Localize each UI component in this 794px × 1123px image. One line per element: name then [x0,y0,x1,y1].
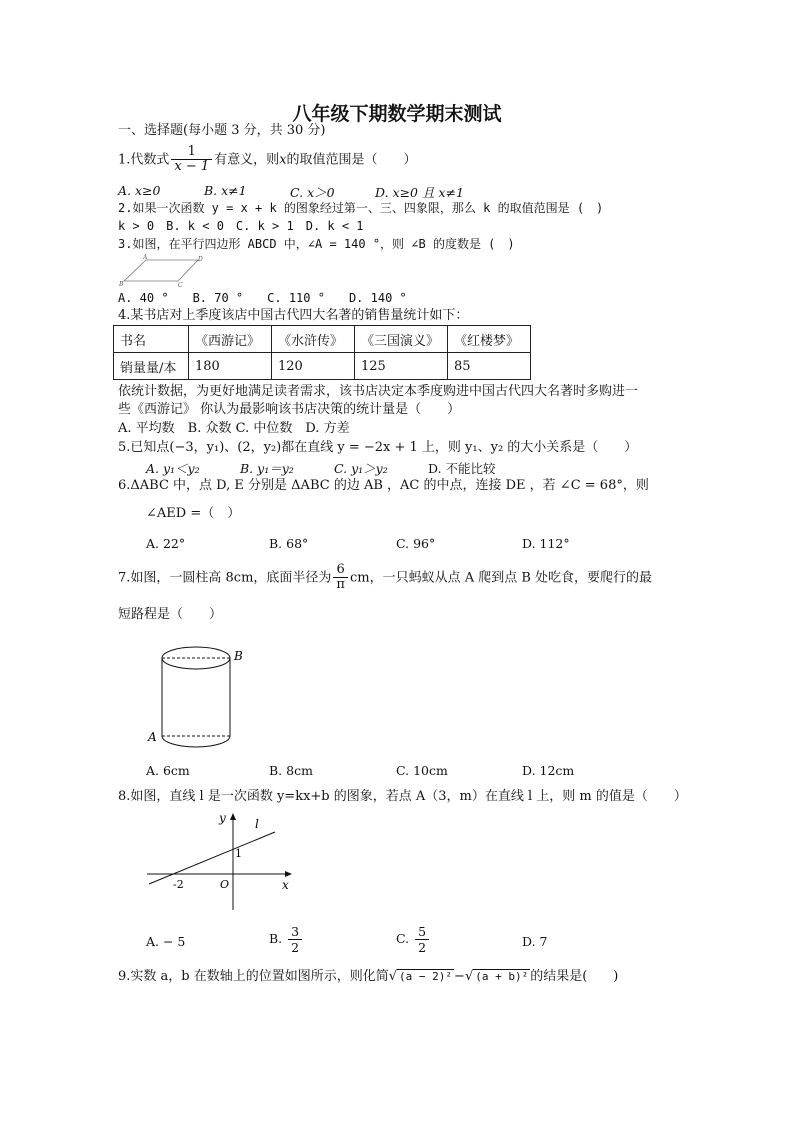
q4-text-3: 些《西游记》 你认为最影响该书店决策的统计量是（ ） [118,402,461,417]
q4-options: A. 平均数 B. 众数 C. 中位数 D. 方差 [118,421,350,436]
question-8: 8.如图，直线 l 是一次函数 y=kx+b 的图象，若点 A（3，m）在直线 l 上，则 m 的值是（ ） [118,789,687,804]
q1-frac-num: 1 [171,145,212,160]
label-a: A [143,254,148,261]
table-row [114,353,531,380]
q8-option-a: A. − 5 [146,934,186,949]
q7-option-a: A. 6cm [146,763,190,778]
radicand-1: (a − 2)² [399,970,453,983]
exam-title: 八年级下期数学期末测试 [292,103,502,125]
question-3: 3.如图，在平行四边形 ABCD 中，∠A = 140 °，则 ∠B 的度数是 ( ) [118,237,515,251]
table-row-label: 销量量/本 [114,353,189,380]
label-b: B [234,649,243,663]
cylinder-figure [140,640,260,752]
q8-option-d: D. 7 [522,934,548,949]
table-row [114,326,531,353]
label-a: A [148,730,157,744]
q6-text-2: ∠AED =（ ） [146,506,241,521]
q7-text-2: 短路程是（ ） [118,607,223,622]
q8-c-fraction [415,924,429,955]
radical-1: √ (a − 2)² [388,969,453,984]
q4-text-2: 依统计数据，为更好地满足读者需求，该书店决定本季度购进中国古代四大名著时多购进一 [118,384,639,399]
q8-c-den: 2 [418,940,427,955]
q1-fraction [171,145,212,175]
q7-option-b: B. 8cm [269,763,313,778]
q8-b-fraction [288,924,302,955]
q5-option-a: A. y₁＜y₂ [146,461,200,476]
q6-option-c: C. 96° [396,536,436,551]
label-c: C [178,282,183,289]
q2-options: k > 0 B. k < 0 C. k > 1 D. k < 1 [118,219,364,233]
q6-option-b: B. 68° [269,536,309,551]
q7-frac-den: π [336,577,345,593]
q5-option-d: D. 不能比较 [428,461,496,476]
q7-option-d: D. 12cm [522,763,575,778]
q7-pre: 7.如图，一圆柱高 8cm，底面半径为 [118,570,332,586]
q9-pre: 9.实数 a，b 在数轴上的位置如图所示，则化简 [118,969,389,984]
q7-frac-num: 6 [333,563,348,578]
q5-option-b: B. y₁＝y₂ [240,461,294,476]
table-header-cell: 《三国演义》 [355,326,448,353]
label-y: y [219,811,226,825]
table-header-cell: 《西游记》 [189,326,272,353]
question-5: 5.已知点(−3，y₁)、(2，y₂)都在直线 y = −2x + 1 上，则 y₁、y₂ 的大小关系是（ ） [118,440,638,455]
table-header-cell: 《红楼梦》 [448,326,531,353]
question-6: 6.ΔABC 中，点 D, E 分别是 ΔABC 的边 AB ，AC 的中点，连接 DE ，若 ∠C = 68°，则 [118,478,649,493]
q1-frac-den: x − 1 [174,159,210,175]
q8-option-c [396,924,431,955]
question-7 [118,563,652,593]
table-cell: 180 [189,353,272,380]
q7-post: cm，一只蚂蚁从点 A 爬到点 B 处吃食，要爬行的最 [349,570,653,586]
table-cell: 85 [448,353,531,380]
q1-pre: 1.代数式 [118,152,170,168]
table-cell: 120 [272,353,355,380]
minus-sign: − [454,969,465,984]
q6-option-d: D. 112° [522,536,570,551]
label-x: x [282,878,289,892]
table-header-cell: 《水浒传》 [272,326,355,353]
q8-c-num: 5 [415,924,429,940]
label-neg2: -2 [173,878,184,891]
q1-var: x [279,152,287,168]
label-b: B [119,281,124,288]
q1-post: 有意义，则 [214,152,280,168]
q1-option-b: B. x≠1 [204,183,247,198]
question-9 [118,970,618,984]
section-heading: 一、选择题(每小题 3 分，共 30 分) [118,123,326,138]
q8-b-den: 2 [291,940,300,955]
q1-option-a: A. x≥0 [118,183,161,198]
q1-option-c: C. x＞0 [290,185,335,200]
q7-fraction [333,563,348,593]
table-header-cell: 书名 [114,326,189,353]
label-o: O [220,878,230,891]
q8-c-label: C. [396,931,410,946]
sales-table [113,325,531,380]
q7-option-c: C. 10cm [396,763,448,778]
q1-option-d: D. x≥0 且 x≠1 [375,185,464,200]
label-d: D [198,256,203,263]
radicand-2: (a + b)² [475,970,529,983]
label-one: 1 [235,847,242,860]
question-4: 4.某书店对上季度该店中国古代四大名著的销售量统计如下： [118,308,469,323]
label-l: l [255,817,259,831]
q8-option-b [269,924,304,955]
q6-option-a: A. 22° [146,536,186,551]
linear-function-figure [145,810,295,912]
q3-options: A. 40 ° B. 70 ° C. 110 ° D. 140 ° [118,291,407,305]
radical-2: √ (a + b)² [464,969,529,984]
q9-post: 的结果是( ) [530,969,619,984]
table-cell: 125 [355,353,448,380]
q8-b-label: B. [269,931,283,946]
q8-b-num: 3 [288,924,302,940]
question-1 [118,145,417,175]
q1-post2: 的取值范围是（ ） [286,152,417,168]
parallelogram-figure [118,255,208,291]
question-2: 2.如果一次函数 y = x + k 的图象经过第一、三、四象限，那么 k 的取值范围是 ( ) [118,201,604,215]
q5-option-c: C. y₁＞y₂ [334,461,388,476]
